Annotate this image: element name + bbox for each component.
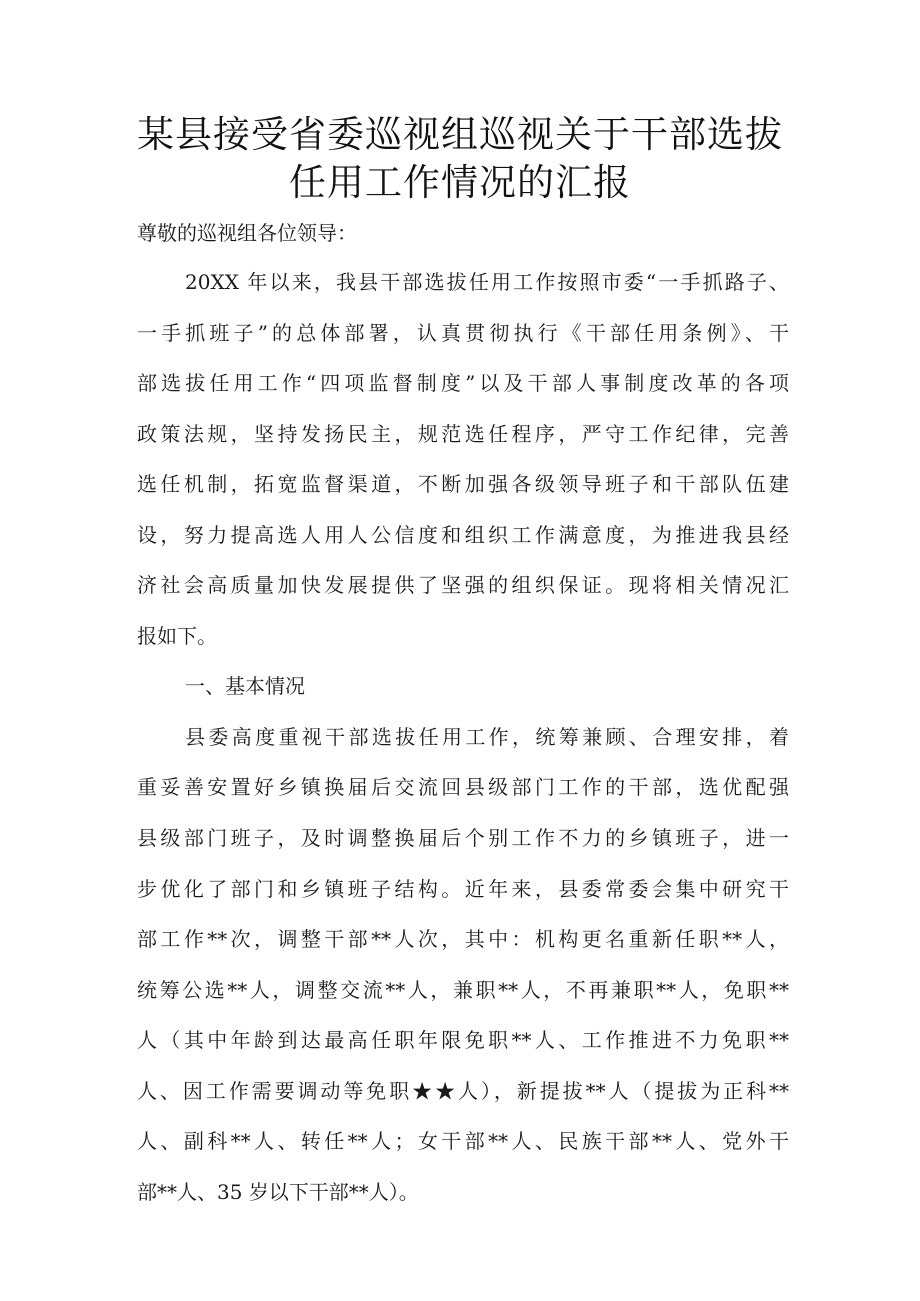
paragraph-2-line: 县委高度重视干部选拔任用工作，统筹兼顾、合理安排，着 [185, 724, 789, 749]
paragraph-2-line: 县级部门班子，及时调整换届后个别工作不力的乡镇班子，进一 [137, 826, 789, 851]
paragraph-1-line: 报如下。 [137, 623, 217, 648]
paragraph-1-line: 济社会高质量加快发展提供了坚强的组织保证。现将相关情况汇 [137, 573, 789, 598]
paragraph-2-line: 人、因工作需要调动等免职★★人），新提拔**人（提拔为正科** [137, 1078, 789, 1103]
paragraph-1-line: 部选拔任用工作“四项监督制度”以及干部人事制度改革的各项 [137, 371, 789, 396]
paragraph-1-line: 设，努力提高选人用人公信度和组织工作满意度，为推进我县经 [137, 522, 789, 547]
paragraph-2-line: 统筹公选**人，调整交流**人，兼职**人，不再兼职**人，免职** [137, 977, 789, 1002]
paragraph-1-line: 一手抓班子”的总体部署，认真贯彻执行《干部任用条例》、干 [137, 320, 789, 345]
paragraph-2-line: 人、副科**人、转任**人；女干部**人、民族干部**人、党外干 [137, 1129, 789, 1154]
document-title-line-1: 某县接受省委巡视组巡视关于干部选拔 [137, 113, 783, 156]
salutation: 尊敬的巡视组各位领导： [137, 221, 357, 245]
document-body [137, 257, 789, 1217]
paragraph-2-line: 部工作**次，调整干部**人次，其中：机构更名重新任职**人， [137, 927, 789, 952]
section-heading-basic-situation: 一、基本情况 [185, 674, 305, 699]
paragraph-2-line: 重妥善安置好乡镇换届后交流回县级部门工作的干部，选优配强 [137, 775, 789, 800]
paragraph-2-line: 部**人、35 岁以下干部**人）。 [137, 1179, 419, 1204]
paragraph-2-line: 步优化了部门和乡镇班子结构。近年来，县委常委会集中研究干 [137, 876, 789, 901]
paragraph-1-line: 政策法规，坚持发扬民主，规范选任程序，严守工作纪律，完善 [137, 421, 789, 446]
paragraph-1-line: 20XX 年以来，我县干部选拔任用工作按照市委“一手抓路子、 [185, 270, 789, 294]
document-title-line-2: 任用工作情况的汇报 [289, 161, 631, 204]
paragraph-2-line: 人（其中年龄到达最高任职年限免职**人、工作推进不力免职** [137, 1028, 789, 1053]
paragraph-1-line: 选任机制，拓宽监督渠道，不断加强各级领导班子和干部队伍建 [137, 472, 789, 497]
